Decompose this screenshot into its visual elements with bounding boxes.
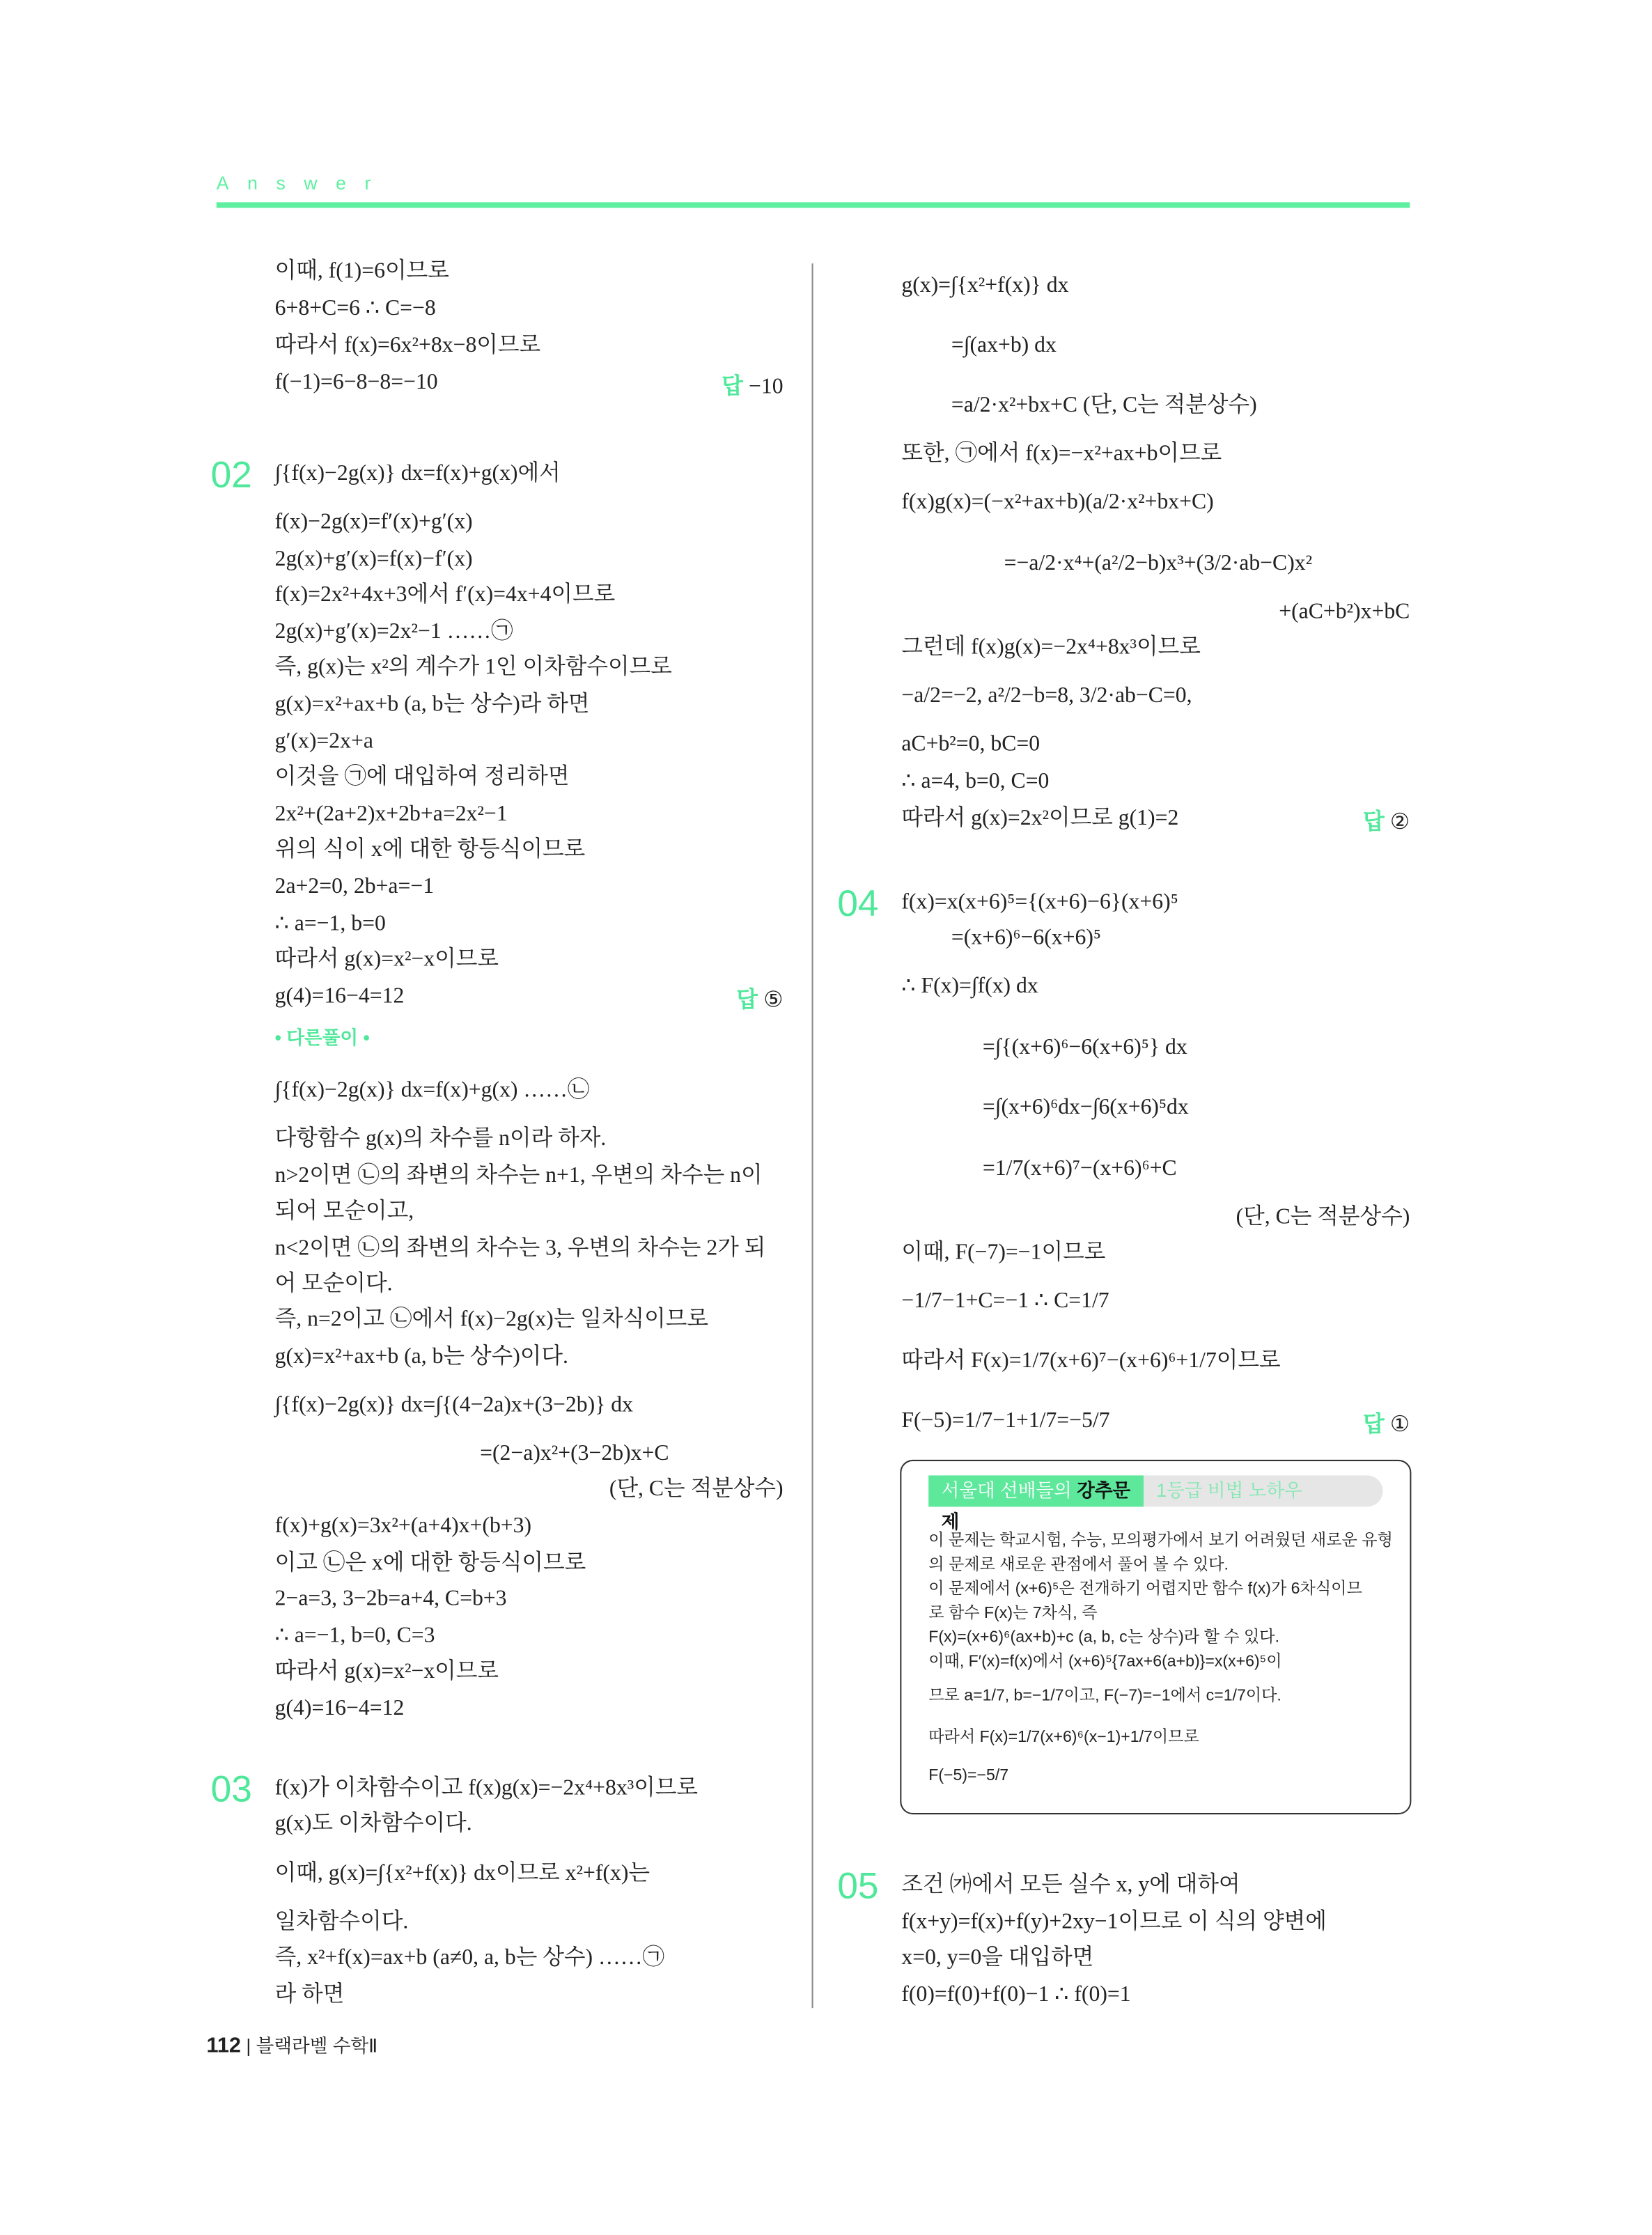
answer-mark bbox=[1363, 1407, 1410, 1438]
left-solution-line: • 다른풀이 • bbox=[274, 1027, 370, 1048]
left-solution-line: g(x)=x²+ax+b (a, b는 상수)라 하면 bbox=[274, 692, 590, 717]
left-solution-line: 따라서 g(x)=x²−x이므로 bbox=[274, 1659, 499, 1683]
problem-number: 04 bbox=[837, 881, 879, 925]
left-solution-line: 2−a=3, 3−2b=a+4, C=b+3 bbox=[274, 1586, 507, 1611]
right-solution-line: x=0, y=0을 대입하면 bbox=[901, 1945, 1094, 1970]
answer-value: ⑤ bbox=[763, 988, 784, 1013]
section-header: Answer bbox=[216, 172, 389, 194]
right-solution-line: g(x)=∫{x²+f(x)} dx bbox=[901, 273, 1069, 298]
left-solution-line: 따라서 f(x)=6x²+8x−8이므로 bbox=[274, 333, 541, 358]
left-solution-line: 위의 식이 x에 대한 항등식이므로 bbox=[274, 837, 586, 862]
left-solution-line: g(4)=16−4=12 bbox=[274, 983, 405, 1009]
tip-box-line: 므로 a=1/7, b=−1/7이고, F(−7)=−1에서 c=1/7이다. bbox=[928, 1688, 1281, 1705]
problem-number: 03 bbox=[210, 1767, 252, 1810]
left-solution-line: ∴ a=−1, b=0, C=3 bbox=[274, 1623, 435, 1648]
tip-box-line: 이 문제에서 (x+6)⁵은 전개하기 어렵지만 함수 f(x)가 6차식이므 bbox=[928, 1580, 1362, 1598]
answer-label: 답 bbox=[722, 374, 743, 399]
left-solution-line: ∴ a=−1, b=0 bbox=[274, 911, 386, 936]
left-solution-line: =(2−a)x²+(3−2b)x+C bbox=[480, 1441, 669, 1466]
right-solution-line: F(−5)=1/7−1+1/7=−5/7 bbox=[901, 1408, 1110, 1433]
left-solution-line: 이고 ㉡은 x에 대한 항등식이므로 bbox=[274, 1550, 586, 1575]
problem-number: 02 bbox=[210, 453, 252, 496]
left-solution-line: 어 모순이다. bbox=[274, 1272, 393, 1296]
left-solution-line: 2a+2=0, 2b+a=−1 bbox=[274, 874, 435, 899]
tip-subtitle: 1등급 비법 노하우 bbox=[1156, 1479, 1302, 1502]
right-solution-line: 조건 ㈎에서 모든 실수 x, y에 대하여 bbox=[901, 1872, 1240, 1897]
answer-label: 답 bbox=[736, 988, 758, 1013]
left-solution-line: g(4)=16−4=12 bbox=[274, 1696, 405, 1721]
left-solution-line: g(x)도 이차함수이다. bbox=[274, 1811, 472, 1836]
problem-number: 05 bbox=[837, 1864, 879, 1907]
left-solution-line: 6+8+C=6 ∴ C=−8 bbox=[274, 296, 436, 321]
left-solution-line: 다항함수 g(x)의 차수를 n이라 하자. bbox=[274, 1126, 607, 1151]
right-solution-line: =(x+6)⁶−6(x+6)⁵ bbox=[951, 926, 1101, 950]
left-solution-line: 2g(x)+g′(x)=2x²−1 ……㉠ bbox=[274, 619, 513, 644]
tip-title-a: 서울대 선배들의 bbox=[941, 1479, 1077, 1502]
right-solution-line: ∴ F(x)=∫f(x) dx bbox=[901, 974, 1038, 999]
right-solution-line: 따라서 F(x)=1/7(x+6)⁷−(x+6)⁶+1/7이므로 bbox=[901, 1348, 1281, 1373]
left-solution-line: f(x)가 이차함수이고 f(x)g(x)=−2x⁴+8x³이므로 bbox=[274, 1775, 699, 1800]
left-solution-line: 일차함수이다. bbox=[274, 1910, 409, 1934]
answer-label: 답 bbox=[1363, 810, 1385, 835]
left-solution-line: f(x)+g(x)=3x²+(a+4)x+(b+3) bbox=[274, 1513, 532, 1539]
left-solution-line: 2g(x)+g′(x)=f(x)−f′(x) bbox=[274, 547, 473, 571]
answer-label: 답 bbox=[1363, 1412, 1385, 1438]
right-solution-line: 또한, ㉠에서 f(x)=−x²+ax+b이므로 bbox=[901, 441, 1222, 466]
page-footer: 112 | 블랙라벨 수학Ⅱ bbox=[206, 2033, 378, 2058]
right-solution-line: ∴ a=4, b=0, C=0 bbox=[901, 769, 1050, 793]
right-solution-line: 그런데 f(x)g(x)=−2x⁴+8x³이므로 bbox=[901, 634, 1201, 660]
right-solution-line: =∫{(x+6)⁶−6(x+6)⁵} dx bbox=[982, 1035, 1187, 1060]
left-solution-line: g(x)=x²+ax+b (a, b는 상수)이다. bbox=[274, 1344, 568, 1369]
right-solution-line: =1/7(x+6)⁷−(x+6)⁶+C bbox=[982, 1156, 1177, 1181]
answer-mark bbox=[736, 983, 783, 1014]
tip-title-b: 강추문제 bbox=[941, 1479, 1131, 1533]
answer-value: ② bbox=[1389, 810, 1410, 835]
left-solution-line: n>2이면 ㉡의 좌변의 차수는 n+1, 우변의 차수는 n이 bbox=[274, 1163, 763, 1188]
left-solution-line: f(−1)=6−8−8=−10 bbox=[274, 370, 438, 395]
book-title: 블랙라벨 수학Ⅱ bbox=[256, 2035, 378, 2057]
left-solution-line: 라 하면 bbox=[274, 1982, 345, 2007]
right-solution-line: (단, C는 적분상수) bbox=[1236, 1204, 1410, 1229]
left-solution-line: ∫{f(x)−2g(x)} dx=∫{(4−2a)x+(3−2b)} dx bbox=[274, 1392, 634, 1417]
right-solution-line: 이때, F(−7)=−1이므로 bbox=[901, 1240, 1106, 1265]
page-number: 112 bbox=[206, 2033, 241, 2058]
right-solution-line: −a/2=−2, a²/2−b=8, 3/2·ab−C=0, bbox=[901, 683, 1192, 708]
right-solution-line: =∫(x+6)⁶dx−∫6(x+6)⁵dx bbox=[982, 1095, 1189, 1120]
left-solution-line: ∫{f(x)−2g(x)} dx=f(x)+g(x)에서 bbox=[274, 461, 561, 486]
left-solution-line: 따라서 g(x)=x²−x이므로 bbox=[274, 947, 499, 972]
tip-box-line: 이 문제는 학교시험, 수능, 모의평가에서 보기 어려웠던 새로운 유형 bbox=[928, 1532, 1393, 1550]
right-solution-line: f(x+y)=f(x)+f(y)+2xy−1이므로 이 식의 양변에 bbox=[901, 1910, 1327, 1934]
right-solution-line: 따라서 g(x)=2x²이므로 g(1)=2 bbox=[901, 806, 1179, 831]
left-solution-line: 즉, g(x)는 x²의 계수가 1인 이차함수이므로 bbox=[274, 655, 672, 680]
header-rule bbox=[217, 202, 1410, 208]
tip-box-line: F(x)=(x+6)⁶(ax+b)+c (a, b, c는 상수)라 할 수 있다. bbox=[928, 1629, 1280, 1646]
left-solution-line: 되어 모순이고, bbox=[274, 1199, 414, 1224]
answer-mark bbox=[722, 369, 783, 400]
right-solution-line: aC+b²=0, bC=0 bbox=[901, 732, 1041, 756]
left-solution-line: f(x)=2x²+4x+3에서 f′(x)=4x+4이므로 bbox=[274, 582, 616, 607]
left-solution-line: 이때, f(1)=6이므로 bbox=[274, 259, 449, 283]
column-divider bbox=[812, 263, 813, 2008]
answer-value: ① bbox=[1389, 1412, 1410, 1438]
left-solution-line: 즉, x²+f(x)=ax+b (a≠0, a, b는 상수) ……㉠ bbox=[274, 1945, 665, 1970]
left-solution-line: (단, C는 적분상수) bbox=[609, 1477, 784, 1502]
right-solution-line: +(aC+b²)x+bC bbox=[1279, 599, 1410, 624]
tip-box bbox=[900, 1460, 1411, 1814]
left-solution-line: 2x²+(2a+2)x+2b+a=2x²−1 bbox=[274, 802, 508, 826]
right-solution-line: =a/2·x²+bx+C (단, C는 적분상수) bbox=[951, 393, 1257, 418]
tip-box-line: F(−5)=−5/7 bbox=[928, 1767, 1009, 1785]
left-solution-line: 즉, n=2이고 ㉡에서 f(x)−2g(x)는 일차식이므로 bbox=[274, 1307, 708, 1332]
right-solution-line: f(x)=x(x+6)⁵={(x+6)−6}(x+6)⁵ bbox=[901, 890, 1178, 914]
answer-value: −10 bbox=[749, 374, 784, 399]
right-solution-line: =∫(ax+b) dx bbox=[951, 333, 1057, 358]
right-solution-line: =−a/2·x⁴+(a²/2−b)x³+(3/2·ab−C)x² bbox=[1004, 551, 1313, 576]
left-solution-line: ∫{f(x)−2g(x)} dx=f(x)+g(x) ……㉡ bbox=[274, 1077, 590, 1103]
left-solution-line: 이것을 ㉠에 대입하여 정리하면 bbox=[274, 765, 570, 789]
left-solution-line: 이때, g(x)=∫{x²+f(x)} dx이므로 x²+f(x)는 bbox=[274, 1861, 650, 1886]
left-solution-line: g′(x)=2x+a bbox=[274, 729, 373, 754]
left-solution-line: f(x)−2g(x)=f′(x)+g′(x) bbox=[274, 510, 473, 534]
tip-box-title bbox=[928, 1475, 1382, 1533]
tip-box-line: 의 문제로 새로운 관점에서 풀어 볼 수 있다. bbox=[928, 1556, 1229, 1574]
tip-box-line: 따라서 F(x)=1/7(x+6)⁶(x−1)+1/7이므로 bbox=[928, 1729, 1199, 1746]
right-solution-line: f(x)g(x)=(−x²+ax+b)(a/2·x²+bx+C) bbox=[901, 490, 1214, 515]
tip-box-line: 이때, F′(x)=f(x)에서 (x+6)⁵{7ax+6(a+b)}=x(x+6)⁵이 bbox=[928, 1653, 1282, 1671]
tip-box-line: 로 함수 F(x)는 7차식, 즉 bbox=[928, 1605, 1098, 1623]
right-solution-line: −1/7−1+C=−1 ∴ C=1/7 bbox=[901, 1288, 1109, 1314]
left-solution-line: n<2이면 ㉡의 좌변의 차수는 3, 우변의 차수는 2가 되 bbox=[274, 1236, 766, 1261]
right-solution-line: f(0)=f(0)+f(0)−1 ∴ f(0)=1 bbox=[901, 1982, 1131, 2007]
answer-mark bbox=[1363, 804, 1410, 836]
